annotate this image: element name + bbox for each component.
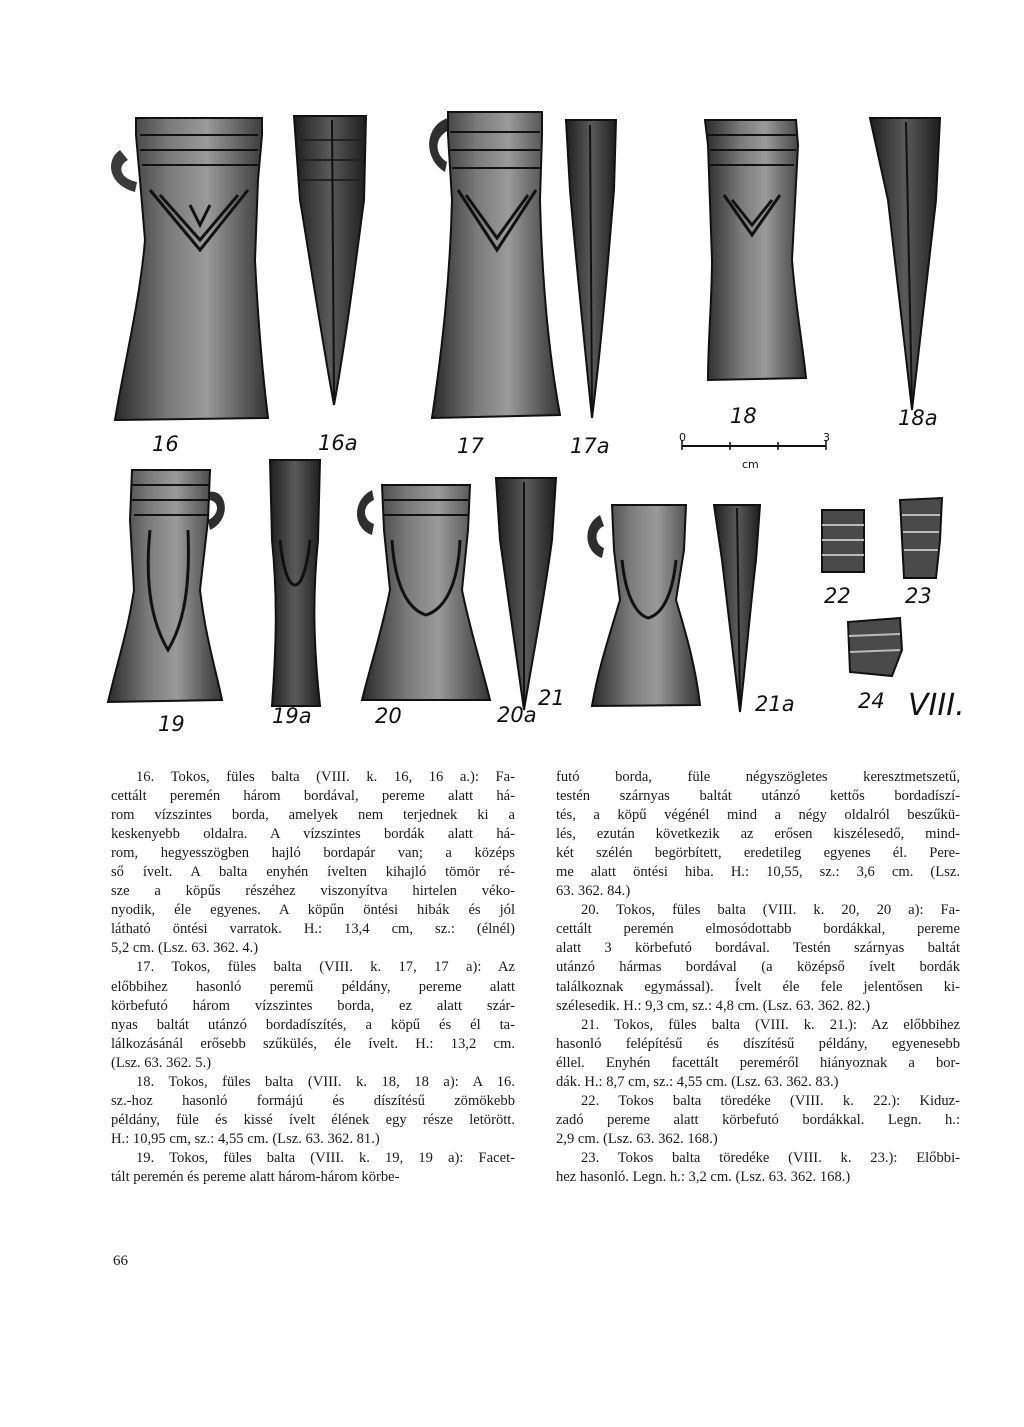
- text-line: utánzó hármas bordával (a középső ívelt bordák: [556, 959, 960, 976]
- text-line: 63. 362. 84.): [556, 883, 631, 900]
- fragment-23: [900, 498, 942, 578]
- axe-18-front: [705, 120, 806, 380]
- text-line: keskenyebb oldalra. A vízszintes bordák alatt há-: [111, 826, 515, 843]
- text-line: (Lsz. 63. 362. 5.): [111, 1054, 212, 1071]
- text-line: körbefutó három vízszintes borda, ez alatt szár-: [111, 997, 515, 1014]
- text-line: dák. H.: 8,7 cm, sz.: 4,55 cm. (Lsz. 63. 362. 83.): [556, 1073, 839, 1090]
- text-line: cettált peremén elmosódottabb bordákkal, pereme: [556, 921, 960, 938]
- text-line: ső ívelt. A balta enyhén ívelten kihajló tömör ré-: [111, 864, 515, 881]
- text-line: 21. Tokos, füles balta (VIII. k. 21.): Az előbbihez: [581, 1016, 960, 1033]
- text-line: alatt 3 körbefutó bordával. Testén szárnyas baltát: [556, 940, 960, 957]
- axe-21a-side: [714, 505, 760, 712]
- label-18: 18: [730, 404, 757, 428]
- text-line: lálkozásánál erősebb szűkülés, éle ívelt. H.: 13,2 cm.: [111, 1035, 515, 1052]
- label-23: 23: [905, 584, 932, 608]
- scale-bar: [679, 431, 830, 471]
- text-line: sz.-hoz hasonló formájú és díszítésű zömökebb: [111, 1092, 515, 1109]
- scale-start: 0: [679, 431, 686, 444]
- text-column-right: [556, 768, 960, 1187]
- axe-17a-side: [566, 120, 616, 418]
- text-line: zadó pereme alatt körbefutó bordákkal. Legn. h.:: [556, 1111, 960, 1128]
- axe-16a-side: [294, 116, 366, 405]
- text-line: futó borda, füle négyszögletes keresztmetszetű,: [556, 769, 960, 785]
- label-19: 19: [158, 712, 185, 736]
- text-column-left: [111, 768, 515, 1187]
- label-20a: 20a: [497, 703, 537, 727]
- axe-19-front: [108, 470, 225, 702]
- plate-number: VIII.: [908, 688, 965, 723]
- text-line: tált peremén és pereme alatt három-három körbe-: [111, 1168, 400, 1185]
- text-line: 5,2 cm. (Lsz. 63. 362. 4.): [111, 940, 259, 957]
- text-line: éllel. Enyhén facettált pereméről hiányoznak a bor-: [556, 1054, 960, 1071]
- label-19a: 19a: [272, 704, 312, 728]
- axe-16-front: [111, 118, 268, 420]
- text-line: rom, hegyesszögben hajló bordapár van; a középs: [111, 845, 515, 862]
- axe-20a-side: [496, 478, 556, 710]
- text-line: látható öntési varratok. H.: 13,4 cm, sz.: (élnél): [111, 921, 515, 938]
- scale-end: 3: [823, 431, 830, 444]
- text-line: nyodik, éle egyenes. A köpűn öntési hibák és jól: [111, 902, 515, 919]
- label-21a: 21a: [755, 692, 795, 716]
- scale-unit: cm: [742, 458, 759, 471]
- text-line: rom vízszintes borda, amelyek nem terjednek ki a: [111, 807, 515, 824]
- fragment-22: [822, 510, 864, 572]
- text-line: testén szárnyas baltát utánzó kettős bordadíszí-: [556, 788, 960, 805]
- text-line: hez hasonló. Legn. h.: 3,2 cm. (Lsz. 63. 362. 168.): [556, 1168, 851, 1185]
- text-line: két szélén begörbített, eredetileg egyenes él. Pere-: [556, 845, 960, 862]
- text-line: nyas baltát utánzó bordadíszítés, a köpű és él ta-: [111, 1016, 515, 1033]
- text-line: 20. Tokos, füles balta (VIII. k. 20, 20 a): Fa-: [581, 902, 960, 919]
- text-line: példány, füle és kissé ívelt élének egy része letörött.: [111, 1111, 515, 1128]
- label-17: 17: [457, 434, 484, 458]
- axe-20-front: [357, 485, 490, 700]
- text-line: 2,9 cm. (Lsz. 63. 362. 168.): [556, 1130, 718, 1147]
- text-line: 23. Tokos balta töredéke (VIII. k. 23.): Előbbi-: [581, 1149, 960, 1166]
- axe-17-front: [429, 112, 560, 418]
- label-24: 24: [858, 689, 885, 713]
- text-line: 22. Tokos balta töredéke (VIII. k. 22.): Kiduz-: [581, 1092, 960, 1109]
- axe-21-front: [587, 505, 700, 706]
- text-line: hasonló felépítésű és díszítésű példány, egyenesebb: [556, 1035, 960, 1052]
- text-line: sze a köpűs részéhez viszonyítva hirtelen véko-: [111, 883, 515, 900]
- text-line: H.: 10,95 cm, sz.: 4,55 cm. (Lsz. 63. 362. 81.): [111, 1130, 380, 1147]
- text-line: me alatt öntési hiba. H.: 10,55, sz.: 3,6 cm. (Lsz.: [556, 864, 960, 881]
- axe-19a-side: [270, 460, 320, 706]
- text-line: előbbihez hasonló peremű példány, pereme alatt: [111, 978, 515, 995]
- text-line: 16. Tokos, füles balta (VIII. k. 16, 16 a.): Fa-: [136, 769, 515, 785]
- fragment-24: [848, 618, 902, 676]
- page-number: 66: [113, 1253, 128, 1269]
- text-line: 19. Tokos, füles balta (VIII. k. 19, 19 a): Facet-: [136, 1149, 515, 1166]
- text-line: cettált peremén három bordával, pereme alatt há-: [111, 788, 515, 805]
- label-18a: 18a: [898, 406, 938, 430]
- label-17a: 17a: [570, 434, 610, 458]
- label-16: 16: [152, 432, 179, 456]
- label-20: 20: [375, 704, 402, 728]
- axe-18a-side: [870, 118, 940, 410]
- text-line: 17. Tokos, füles balta (VIII. k. 17, 17 a): Az: [136, 959, 515, 976]
- label-22: 22: [824, 584, 851, 608]
- label-21: 21: [538, 686, 565, 710]
- text-line: 18. Tokos, füles balta (VIII. k. 18, 18 a): A 16.: [136, 1073, 515, 1090]
- text-line: találkoznak egymással). Ívelt éle fele jelentősen ki-: [556, 978, 960, 995]
- text-line: lés, ezután következik az erősen kiszélesedő, mind-: [556, 826, 960, 843]
- label-16a: 16a: [318, 431, 358, 455]
- text-line: tés, a köpű végénél mind a négy oldalról beszűkü-: [556, 807, 960, 824]
- text-line: szélesedik. H.: 9,3 cm, sz.: 4,8 cm. (Lsz. 63. 362. 82.): [556, 997, 871, 1014]
